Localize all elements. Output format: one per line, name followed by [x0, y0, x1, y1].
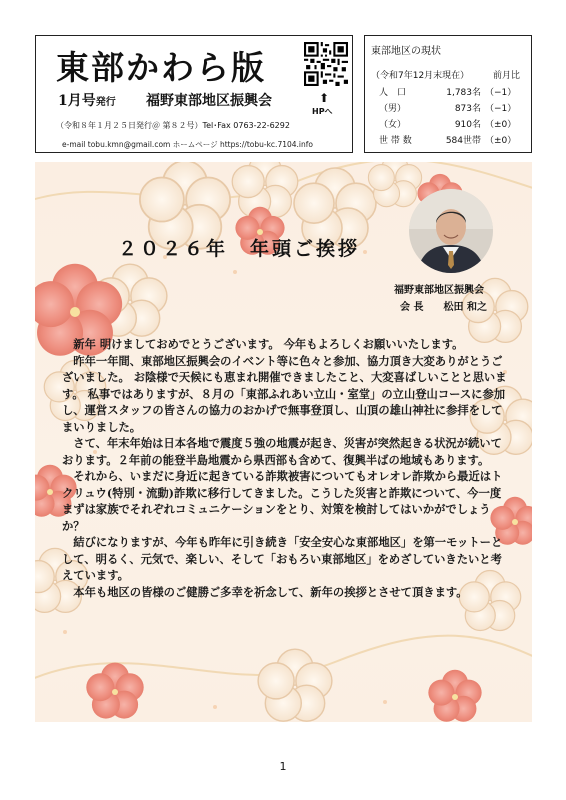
issue-month: 1月号	[58, 93, 96, 109]
homepage-link[interactable]: HPへ	[312, 107, 333, 116]
paragraph: 新年 明けましておめでとうございます。 今年もよろしくお願いいたします。	[73, 337, 464, 351]
population-header	[371, 68, 529, 81]
qr-code-icon[interactable]	[304, 42, 348, 86]
paragraph: それから、いまだに身近に起きている詐欺被害についてもオレオレ詐欺から最近はトクリュウ(特別・流動)詐欺に移行してきました。こうした災害と詐欺について、今一度まずは家族でそれぞれコミュニケーションをとり、対策を検討してはいかがでしょうか？	[62, 469, 503, 533]
paragraph: 結びになりますが、今年も昨年に引き続き「安全安心な東部地区」を第一モットーとして、明るく、元気で、楽しい、そして「おもろい東部地区」をめざしていきたいと考えています。	[62, 535, 503, 582]
article-body	[62, 336, 508, 600]
population-row: （男） 873名 （−1）	[379, 104, 517, 114]
publication-info: （令和８年１月２５日発行＠ 第８２号）Tel･Fax 0763-22-6292	[56, 121, 290, 130]
population-row: 人 口 1,783名 （−1）	[379, 88, 517, 98]
paragraph: 本年も地区の皆様のご健勝ご多幸を祈念して、新年の挨拶とさせて頂きます。	[73, 584, 468, 599]
article-headline: ２０２６年 年頭ご挨拶	[118, 238, 361, 260]
population-row: （女） 910名 （±0）	[379, 120, 517, 130]
masthead	[35, 35, 353, 153]
population-title: 東部地区の現状	[371, 46, 441, 57]
contact-info: e-mail tobu.kmn@gmail.com ホームページ https://tobu-kc.7104.info	[62, 140, 313, 149]
population-row: 世 帯 数 584世帯 （±0）	[379, 136, 517, 146]
population-date: （令和7年12月末現在）	[371, 71, 470, 81]
up-arrow-icon: ⬆	[319, 91, 330, 105]
organization-name: 福野東部地区振興会	[146, 93, 272, 109]
author-name: 会 長 松田 和之	[400, 302, 487, 313]
population-change-header: 前月比	[493, 71, 521, 81]
paragraph: 昨年一年間、東部地区振興会のイベント等に色々と参加、協力頂き大変ありがとうございました。 お陰様で天候にも恵まれ開催できましたこと、大変喜ばしいことと思います。 私事ではありますが、８月の「東部ふれあい立山・室堂」の立山登山コースに参加し、運営スタッフの皆さんの協力のおかげで無事登頂し、山頂の雄山神社に参拝をしてまいりました。	[62, 353, 507, 434]
issue-label	[58, 90, 116, 110]
newsletter-title: 東部かわら版	[56, 48, 266, 87]
author-photo	[409, 189, 493, 273]
population-box	[364, 35, 532, 153]
paragraph: さて、年末年始は日本各地で震度５強の地震が起き、災害が突然起きる状況が続いております。２年前の能登半島地震から県西部も含めて、復興半ばの地域もあります。	[62, 436, 502, 467]
author-organization: 福野東部地区振興会	[394, 285, 484, 296]
page-number: 1	[279, 760, 287, 773]
issue-suffix: 発行	[95, 97, 116, 108]
